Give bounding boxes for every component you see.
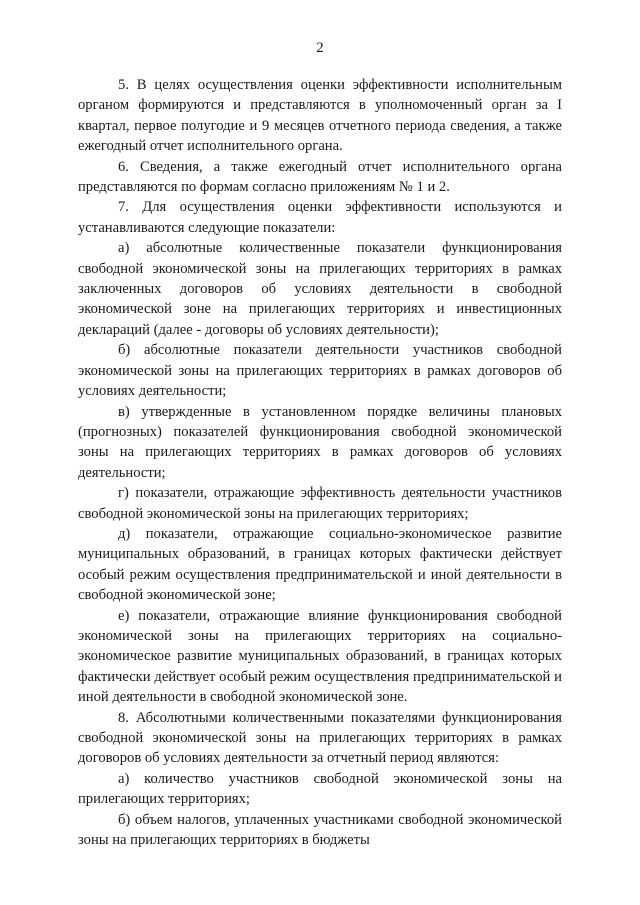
page-number: 2: [316, 40, 324, 56]
paragraph-5: 5. В целях осуществления оценки эффективности исполнительным органом формируются и представляются в уполномоченный орган за I квартал, первое полугодие и 9 месяцев отчетного периода сведения, а также ежегодный отчет исполнительного органа.: [78, 77, 562, 155]
document-body: [78, 75, 562, 850]
list-item-7a: а) абсолютные количественные показатели функционирования свободной экономической зоны на прилегающих территориях в рамках заключенных договоров об условиях деятельности в свободной экономической зоне на прилегающих территориях и инвестиционных деклараций (далее - договоры об условиях деятельности);: [78, 240, 562, 338]
list-item-7b: б) абсолютные показатели деятельности участников свободной экономической зоны на прилегающих территориях в рамках договоров об условиях деятельности;: [78, 342, 562, 400]
paragraph-8: 8. Абсолютными количественными показателями функционирования свободной экономической зоны на прилегающих территориях в рамках договоров об условиях деятельности за отчетный период являются:: [78, 709, 562, 767]
list-item-7c: в) утвержденные в установленном порядке величины плановых (прогнозных) показателей функционирования свободной экономической зоны на прилегающих территориях в рамках договоров об условиях деятельности;: [78, 403, 562, 481]
list-item-8b: б) объем налогов, уплаченных участниками свободной экономической зоны на прилегающих территориях в бюджеты: [78, 811, 562, 849]
list-item-8a: а) количество участников свободной экономической зоны на прилегающих территориях;: [78, 770, 562, 808]
paragraph-6: 6. Сведения, а также ежегодный отчет исполнительного органа представляются по формам согласно приложениям № 1 и 2.: [78, 158, 562, 196]
list-item-7e: д) показатели, отражающие социально-экономическое развитие муниципальных образований, в границах которых фактически действует особый режим осуществления предпринимательской и иной деятельности в свободной экономической зоне;: [78, 525, 562, 604]
list-item-7f: е) показатели, отражающие влияние функционирования свободной экономической зоны на прилегающих территориях на социально-экономическое развитие муниципальных образований, в границах которых фактически действует особый режим осуществления предпринимательской и иной деятельности в свободной экономической зоне.: [78, 607, 562, 706]
paragraph-7: 7. Для осуществления оценки эффективности используются и устанавливаются следующие показатели:: [78, 199, 562, 236]
list-item-7d: г) показатели, отражающие эффективность деятельности участников свободной экономической зоны на прилегающих территориях;: [78, 485, 562, 522]
